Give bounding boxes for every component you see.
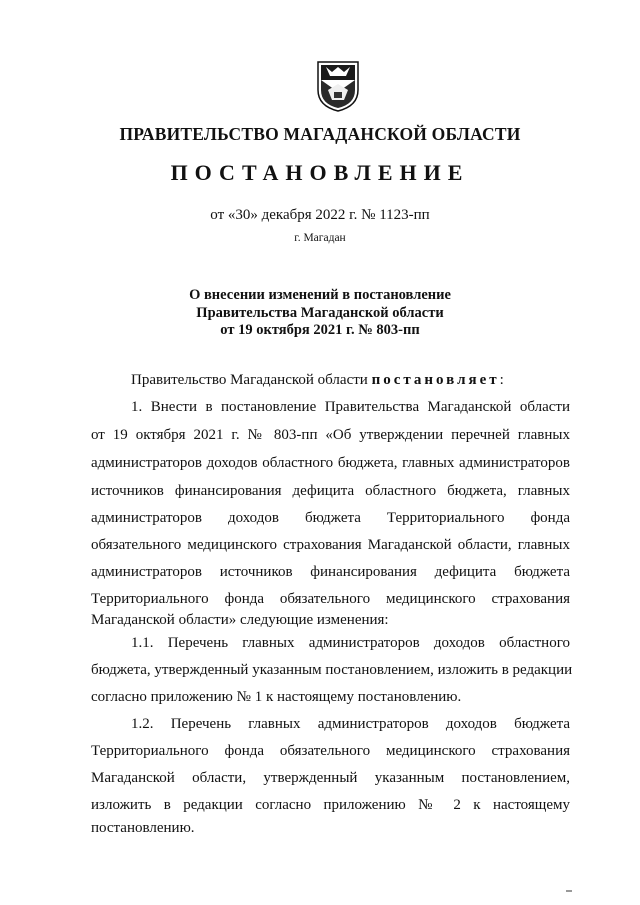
intro-text: Правительство Магаданской области xyxy=(131,372,368,388)
body-line: 1.1. Перечень главных администраторов доходов областного xyxy=(131,635,570,651)
subject-line: Правительства Магаданской области xyxy=(196,304,444,321)
body-line: администраторов доходов бюджета Территориального фонда xyxy=(91,510,570,526)
body-line: 1. Внести в постановление Правительства Магаданской области xyxy=(131,399,570,415)
body-line: администраторов источников финансирования дефицита бюджета xyxy=(91,564,570,580)
organization-name: ПРАВИТЕЛЬСТВО МАГАДАНСКОЙ ОБЛАСТИ xyxy=(119,124,521,144)
body-line: бюджета, утвержденный указанным постановлением, изложить в редакции xyxy=(91,662,573,678)
body-line: 1.2. Перечень главных администраторов доходов бюджета xyxy=(131,716,570,732)
subject-line: от 19 октября 2021 г. № 803-пп xyxy=(220,322,420,338)
document-city: г. Магадан xyxy=(294,232,346,244)
body-line: согласно приложению № 1 к настоящему постановлению. xyxy=(91,689,462,705)
body-line: Магаданской области, утвержденный указанным постановлением, xyxy=(91,770,570,786)
body-line: изложить в редакции согласно приложению № 2 к настоящему xyxy=(91,797,570,813)
body-line: администраторов доходов областного бюджета, главных администраторов xyxy=(91,455,570,471)
intro-colon: : xyxy=(499,372,504,388)
body-line: постановлению. xyxy=(91,820,195,836)
document-type-title: ПОСТАНОВЛЕНИЕ xyxy=(170,160,470,185)
body-line: обязательного медицинского страхования Магаданской области, главных xyxy=(91,537,570,553)
body-line: Территориального фонда обязательного медицинского страхования xyxy=(91,743,570,759)
coat-of-arms-icon xyxy=(316,60,360,112)
body-line: от 19 октября 2021 г. № 803-пп «Об утверждении перечней главных xyxy=(91,427,570,443)
subject-line: О внесении изменений в постановление xyxy=(189,287,451,303)
intro-resolves-word: постановляет xyxy=(371,372,500,388)
body-line: Территориального фонда обязательного медицинского страхования xyxy=(91,591,570,607)
document-date-number: от «30» декабря 2022 г. № 1123-пп xyxy=(210,207,430,223)
scan-mark xyxy=(566,890,572,892)
document-subject xyxy=(0,287,640,340)
body-line: Магаданской области» следующие изменения: xyxy=(91,612,389,628)
body-line: источников финансирования дефицита областного бюджета, главных xyxy=(91,483,570,499)
intro-paragraph xyxy=(131,372,504,389)
